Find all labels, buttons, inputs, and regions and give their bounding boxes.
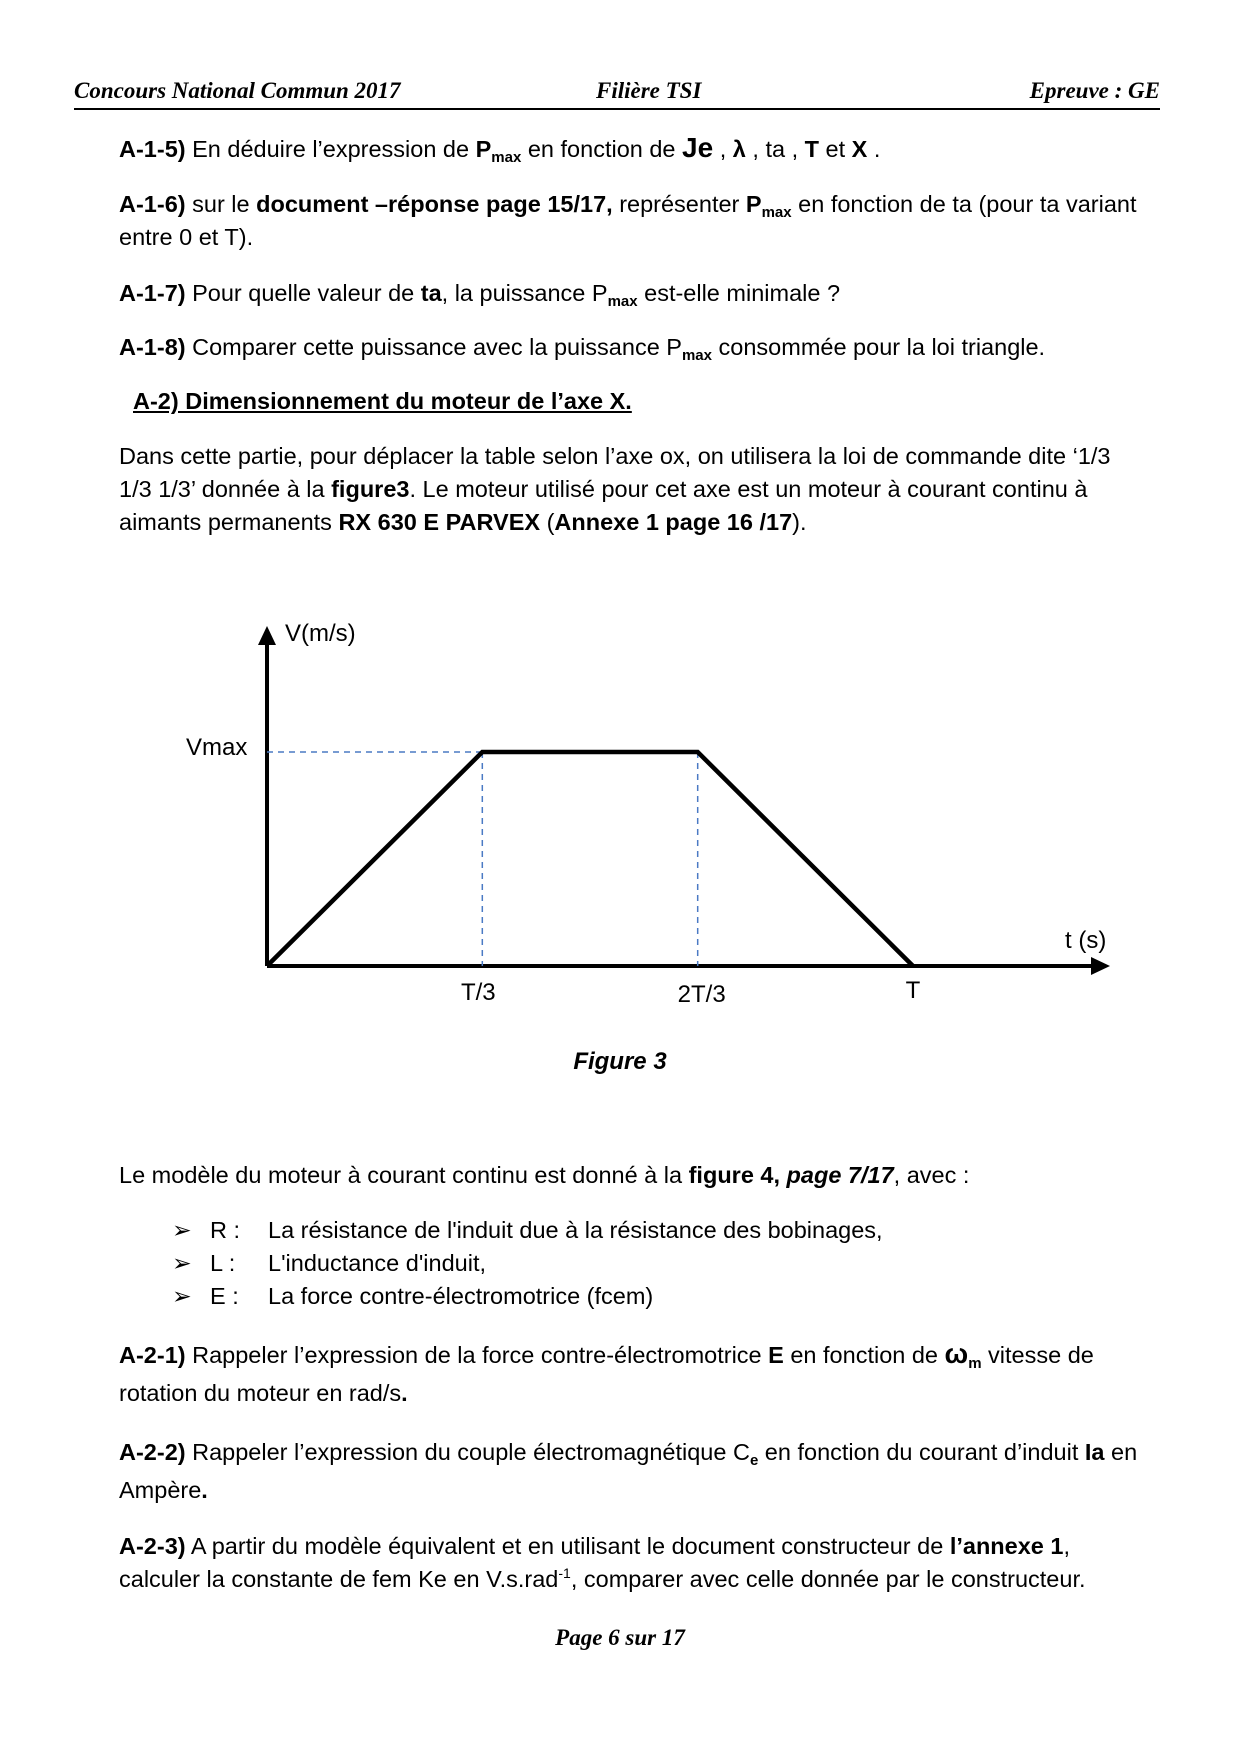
y-axis-arrow xyxy=(258,626,276,645)
symbol-list xyxy=(172,1214,883,1313)
question-a-1-6: A-1-6) sur le document –réponse page 15/17, représenter $P_{max}$ en fonction de ta (pour ta variant entre 0 et T). xyxy=(119,191,1137,250)
velocity-profile-line xyxy=(267,752,913,966)
figure-caption: Figure 3 xyxy=(573,1048,667,1075)
header-left: Concours National Commun 2017 xyxy=(74,78,401,103)
x-axis-arrow xyxy=(1091,957,1110,975)
header-center: Filière TSI xyxy=(596,78,702,103)
question-a-2-1: A-2-1) Rappeler l’expression de la force contre-électromotrice E en fonction de $\omega_m$ vitesse de rotation du moteur en rad/s. xyxy=(119,1338,1094,1406)
model-paragraph: Le modèle du moteur à courant continu est donné à la figure 4, page 7/17, avec : xyxy=(119,1162,970,1188)
list-item: ➢ R : La résistance de l'induit due à la résistance des bobinages, xyxy=(172,1214,883,1247)
question-a-2-3: A-2-3) A partir du modèle équivalent et en utilisant le document constructeur de l’annexe 1, calculer la constante de fem Ke en V.s.rad$^{-1}$, comparer avec celle donnée par le constructeur. xyxy=(119,1533,1086,1592)
question-a-1-8: A-1-8) Comparer cette puissance avec la puissance $P_{max}$ consommée pour la loi triangle. xyxy=(119,334,1046,364)
question-a-1-7: A-1-7) Pour quelle valeur de ta, la puissance $P_{max}$ est-elle minimale ? xyxy=(119,280,841,310)
t3-tick-label: T/3 xyxy=(460,979,496,1006)
section-a-2-title: A-2) Dimensionnement du moteur de l’axe X. xyxy=(133,388,632,414)
question-a-1-5: A-1-5) En déduire l’expression de $P_{max}$ en fonction de Je , λ , ta , T et X . xyxy=(119,132,881,166)
list-item: ➢ L : L'inductance d'induit, xyxy=(172,1247,883,1280)
header-right: Epreuve : GE xyxy=(1029,78,1160,103)
arrow-bullet-icon: ➢ xyxy=(172,1283,192,1309)
2t3-tick-label: 2T/3 xyxy=(677,981,726,1008)
vmax-tick-label: Vmax xyxy=(186,734,248,761)
y-axis-label: V(m/s) xyxy=(285,620,356,647)
x-axis-label: t (s) xyxy=(1065,927,1107,954)
T-tick-label: T xyxy=(905,977,921,1004)
page-footer: Page 6 sur 17 xyxy=(555,1625,685,1650)
intro-paragraph: Dans cette partie, pour déplacer la table selon l’axe ox, on utilisera la loi de commande dite ‘1/3 1/3 1/3’ donnée à la figure3. Le moteur utilisé pour cet axe est un moteur à courant continu à aimants permanents RX 630 E PARVEX (Annexe 1 page 16 /17). xyxy=(119,443,1111,535)
page-header xyxy=(74,74,1160,110)
arrow-bullet-icon: ➢ xyxy=(172,1217,192,1243)
figure-3-chart xyxy=(0,600,1240,1020)
question-a-2-2: A-2-2) Rappeler l’expression du couple électromagnétique $C_e$ en fonction du courant d’induit Ia en Ampère. xyxy=(119,1439,1138,1503)
arrow-bullet-icon: ➢ xyxy=(172,1250,192,1276)
list-item: ➢ E : La force contre-électromotrice (fcem) xyxy=(172,1280,883,1313)
